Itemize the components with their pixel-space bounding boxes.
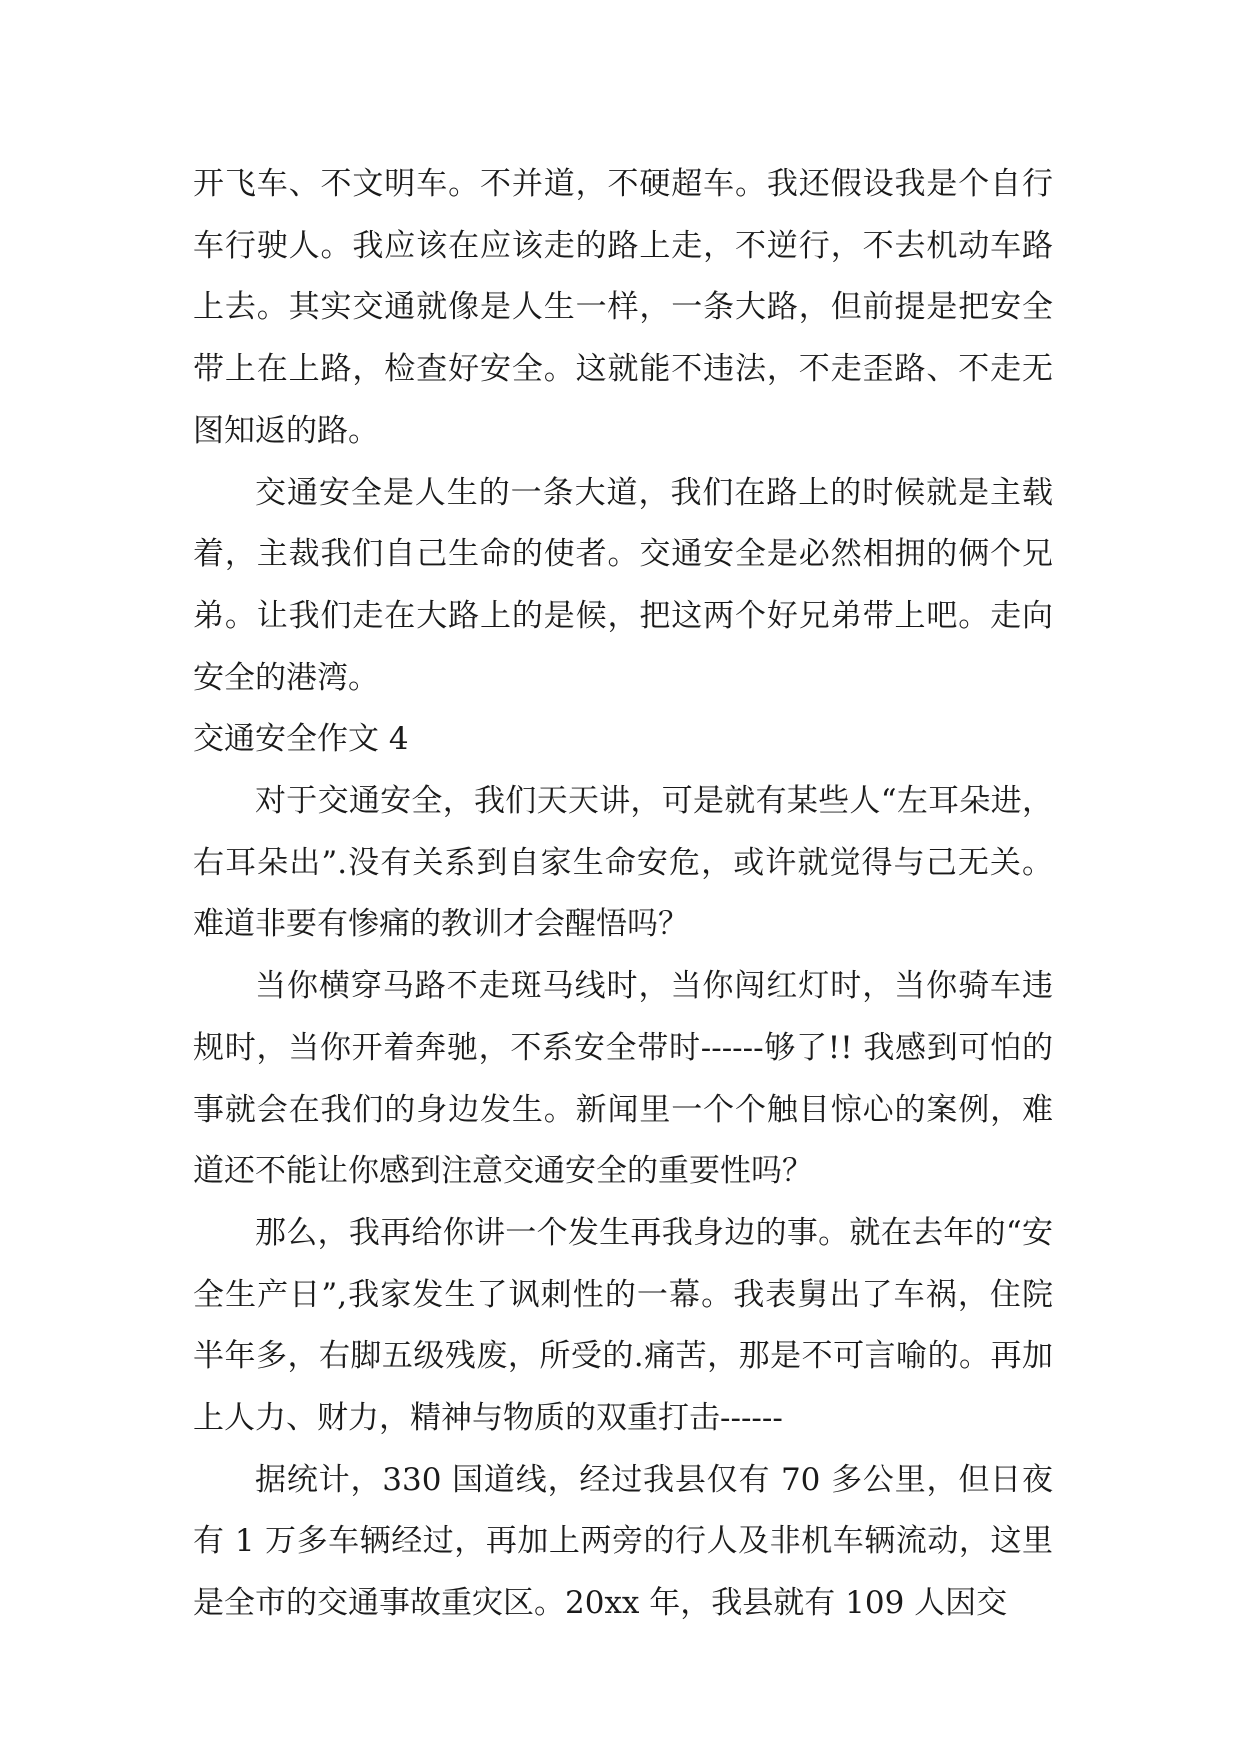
paragraph-3: 对于交通安全，我们天天讲，可是就有某些人“左耳朵进，右耳朵出”.没有关系到自家生命安危，或许就觉得与己无关。难道非要有惨痛的教训才会醒悟吗？	[193, 783, 1053, 943]
paragraph-6: 据统计，330 国道线，经过我县仅有 70 多公里，但日夜有 1 万多车辆经过，再加上两旁的行人及非机车辆流动，这里是全市的交通事故重灾区。20xx 年，我县就有 109 人因交	[193, 1461, 1053, 1622]
document-body	[193, 154, 1053, 1635]
paragraph-1: 开飞车、不文明车。不并道，不硬超车。我还假设我是个自行车行驶人。我应该在应该走的路上走，不逆行，不去机动车路上去。其实交通就像是人生一样，一条大路，但前提是把安全带上在上路，检查好安全。这就能不违法，不走歪路、不走无图知返的路。	[193, 166, 1053, 449]
paragraph-5: 那么，我再给你讲一个发生再我身边的事。就在去年的“安全生产日”,我家发生了讽刺性的一幕。我表舅出了车祸，住院半年多，右脚五级残废，所受的.痛苦，那是不可言喻的。再加上人力、财力，精神与物质的双重打击------	[193, 1214, 1053, 1437]
section-heading: 交通安全作文 4	[193, 721, 409, 758]
paragraph-2: 交通安全是人生的一条大道，我们在路上的时候就是主载着，主裁我们自己生命的使者。交通安全是必然相拥的俩个兄弟。让我们走在大路上的是候，把这两个好兄弟带上吧。走向安全的港湾。	[193, 474, 1053, 696]
paragraph-4: 当你横穿马路不走斑马线时，当你闯红灯时，当你骑车违规时，当你开着奔驰，不系安全带时------够了!! 我感到可怕的事就会在我们的身边发生。新闻里一个个触目惊心的案例，难道还不能让你感到注意交通安全的重要性吗？	[193, 968, 1053, 1190]
